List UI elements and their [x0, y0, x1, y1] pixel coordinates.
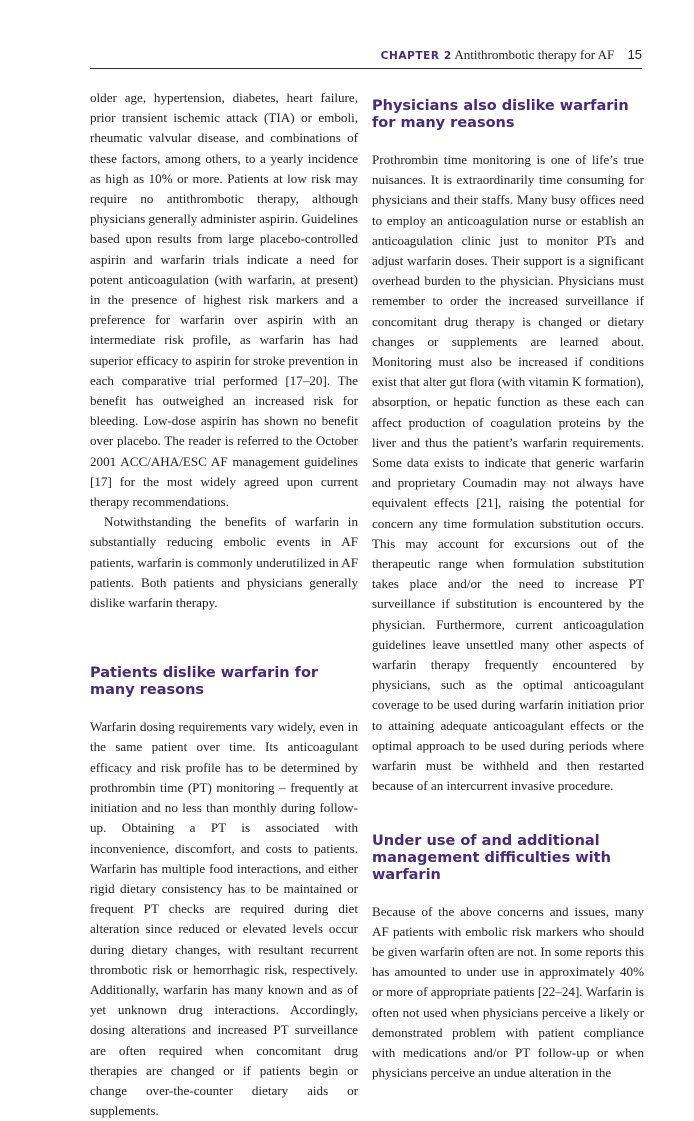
running-head: [381, 47, 642, 63]
left-column: [90, 88, 358, 1121]
header-rule: [90, 68, 642, 69]
page-number: 15: [627, 47, 642, 62]
right-paragraph-1: Prothrombin time monitoring is one of life’s true nuisances. It is extraordinarily time consuming for physicians and their staffs. Many busy offices need to employ an anticoagulation nurse or establish an anticoagulation clinic just to monitor PTs and adjust warfarin doses. Their support is a significant overhead burden to the physician. Physicians must remember to order the increased surveillance if concomitant drug therapy is changed or dietary changes or supplements are learned about. Monitoring must also be increased if conditions exist that alter gut flora (with vitamin K formation), absorption, or hepatic function as these each can affect production of coagulation proteins by the liver and thus the patient’s warfarin requirements. Some data exists to indicate that generic warfarin and proprietary Coumadin may not always have equivalent effects [21], raising the potential for concern any time formulation substitution occurs. This may account for excursions out of the therapeutic range when formulation substitution takes place and/or the need to increase PT surveillance if substitution is encountered by the physician. Furthermore, current anticoagulation guidelines leave unsettled many other aspects of warfarin therapy frequently encountered by physicians, such as the optimal anticoagulant coverage to be used during warfarin initiation prior to attaining adequate anticoagulant effects or the optimal approach to be used during periods where warfarin must be withheld and then restarted because of an intercurrent invasive procedure.: [372, 152, 644, 794]
right-column: [372, 88, 644, 1083]
right-paragraph-2: Because of the above concerns and issues, many AF patients with embolic risk markers who should be given warfarin often are not. In some reports this has amounted to under use in approximately 40% or more of appropriate patients [22–24]. Warfarin is often not used when physicians perceive a likely or demonstrated problem with patient compliance with medications and/or PT follow-up or when physicians perceive an undue alteration in the: [372, 903, 644, 1081]
chapter-label: CHAPTER 2: [380, 50, 452, 62]
left-paragraph-2: Notwithstanding the benefits of warfarin in substantially reducing embolic events in AF patients, warfarin is commonly underutilized in AF patients. Both patients and physicians generally dislike warfarin therapy.: [90, 514, 359, 611]
section-heading-patients: Patients dislike warfarin for many reasons: [90, 665, 319, 699]
chapter-title: Antithrombotic therapy for AF: [454, 47, 615, 62]
left-paragraph-1: older age, hypertension, diabetes, heart failure, prior transient ischemic attack (TIA) or emboli, rheumatic valvular disease, and combinations of these factors, among others, to a yearly incidence as high as 10% or more. Patients at low risk may require no antithrombotic therapy, although physicians generally administer aspirin. Guidelines based upon results from large placebo-controlled aspirin and warfarin trials indicate a need for potent anticoagulation (with warfarin, at present) in the presence of highest risk markers and a preference for warfarin over aspirin with an intermediate risk profile, as warfarin has had superior efficacy to aspirin for stroke prevention in each comparative trial performed [17–20]. The benefit has outweighed an increased risk for bleeding. Low-dose aspirin has shown no benefit over placebo. The reader is referred to the October 2001 ACC/AHA/ESC AF management guidelines [17] for the most widely agreed upon current therapy recommendations.: [90, 90, 358, 510]
section-heading-under-use: Under use of and additional management difficulties with warfarin: [372, 832, 611, 883]
section-heading-physicians: Physicians also dislike warfarin for many reasons: [372, 98, 629, 131]
left-paragraph-3: Warfarin dosing requirements vary widely, even in the same patient over time. Its anticoagulant efficacy and risk profile has to be determined by prothrombin time (PT) monitoring – frequently at initiation and no less than monthly during follow-up. Obtaining a PT is associated with inconvenience, discomfort, and costs to patients. Warfarin has multiple food interactions, and either rigid dietary consistency has to be maintained or frequent PT checks are required during diet alteration since reduced or elevated levels occur during dietary changes, with resultant recurrent thrombotic risk or hemorrhagic risk, respectively. Additionally, warfarin has many known and as of yet unknown drug interactions. Accordingly, dosing alterations and increased PT surveillance are often required when concomitant drug therapies are changed or if patients begin or change over-the-counter dietary aids or supplements.: [90, 719, 358, 1119]
